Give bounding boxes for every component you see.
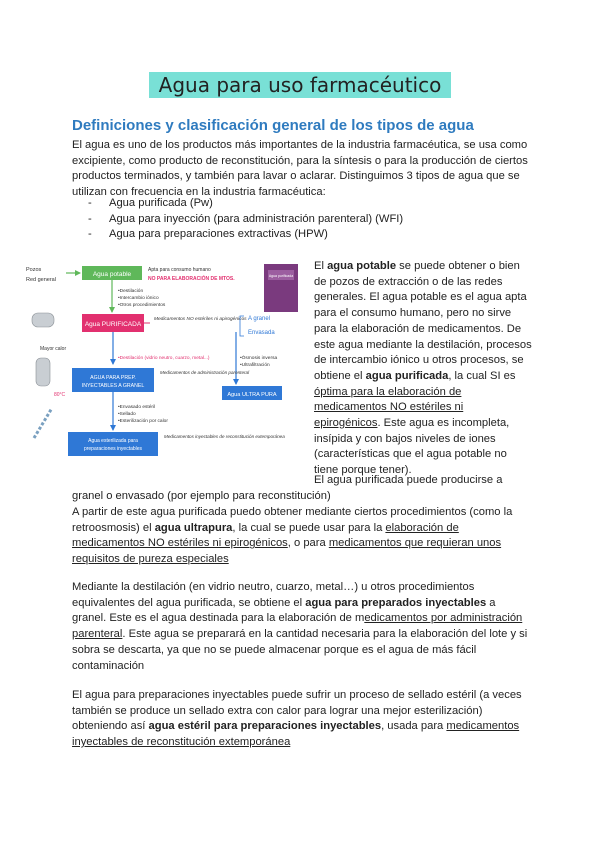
esterilizacion-2: •Sellado: [118, 412, 136, 417]
proceso-2: •Intercambio iónico: [118, 296, 159, 301]
proceso-1: •Destilación: [118, 289, 144, 294]
purificada-line-1: El agua purificada puede producirse a: [314, 474, 503, 486]
med-recon-label: Medicamentos inyectables de reconstitución extemporánea: [164, 434, 285, 439]
agua-esteril-box: [68, 432, 158, 456]
esterilizacion-3: •Esterilización por calor: [118, 419, 168, 424]
section-heading: Definiciones y clasificación general de los tipos de agua: [72, 117, 474, 134]
agua-ultrapura-label: Agua ULTRA PURA: [227, 392, 277, 398]
ultrafiltracion-label: •Ultrafiltración: [240, 363, 270, 368]
proceso-3: •Otros procedimientos: [118, 303, 166, 308]
med-no-esteriles-label: Medicamentos NO estériles ni apirogénicos: [154, 317, 247, 322]
agua-inyectables-line-1: AGUA PARA PREP.: [90, 375, 136, 381]
purificada-line-2: granel o envasado (por ejemplo para reconstitución): [72, 490, 331, 502]
envasada-label: Envasada: [248, 330, 275, 336]
tank-icon: [32, 313, 54, 327]
inyectables-paragraph: Mediante la destilación (en vidrio neutro, cuarzo, metal…) u otros procedimientos equivalentes del agua purificada, se obtiene el agua para preparados inyectables a granel. Este es el agua destinada para la elaboración de medicamentos por administración parenteral. Este agua se preparará en la cantidad necesaria para la elaboración del lote y si sobra se descarta, ya que no se puede almacenar porque es el agua de más fácil contaminación: [72, 581, 528, 672]
list-item: - Agua purificada (Pw): [88, 196, 403, 212]
temp-label: 80°C: [54, 392, 66, 398]
ampoule-icon: [34, 408, 52, 438]
water-classification-diagram: [26, 258, 306, 458]
agua-potable-label: Agua potable: [92, 271, 132, 278]
water-types-list: [88, 196, 403, 243]
agua-inyectables-line-2: INYECTABLES A GRANEL: [81, 383, 145, 389]
pozos-label: Pozos: [26, 267, 42, 273]
agua-potable-paragraph: El agua potable se puede obtener o bien de pozos de extracción o de las redes generales. El agua potable es el agua apta para el consumo humano, pero no sirve para la elaboración de medicamentos. De este agua mediante la destilación, procesos de intercambio iónico u otros procesos, se obtiene el agua purificada, la cual SI es óptima para la elaboración de medicamentos NO estériles ni epirogénicos. Este agua es incompleta, insípida y con bajos niveles de iones (características que el agua potable no tiene porque tener).: [314, 260, 532, 477]
agua-esteril-line-2: preparaciones inyectables: [83, 446, 143, 452]
agua-potable-term: agua potable: [327, 260, 397, 272]
list-item: - Agua para preparaciones extractivas (HPW): [88, 227, 403, 243]
list-item: - Agua para inyección (para administración parenteral) (WFI): [88, 212, 403, 228]
agua-esteril-term: agua estéril para preparaciones inyectables: [148, 720, 382, 733]
agua-ultrapura-term: agua ultrapura: [154, 521, 233, 534]
agua-inyectables-term: agua para preparados inyectables: [305, 596, 487, 609]
apta-label: Apta para consumo humano: [148, 267, 211, 273]
intro-paragraph: El agua es uno de los productos más importantes de la industria farmacéutica, se usa como excipiente, como producto de reconstitución, para la síntesis o para la producción de ciertos productos terminados, y también para lavar o aclarar. Distinguimos 3 tipos de agua que se utilizan con frecuencia en la industria farmacéutica:: [72, 139, 528, 199]
book-text: Agua purificada: [268, 274, 294, 278]
no-para-label: NO PARA ELABORACIÓN DE MTOS.: [148, 276, 235, 282]
destilacion-label: •Destilación (vidrio neutro, cuarzo, metal...): [118, 356, 210, 361]
esteril-paragraph: El agua para preparaciones inyectables puede sufrir un proceso de sellado estéril (a veces también se produce un sellado extra con calor para lograr una mejor esterilización) obteniendo así agua estéril para preparaciones inyectables, usada para medicamentos inyectables de reconstitución extemporánea: [72, 689, 522, 749]
red-general-label: Red general: [26, 277, 56, 283]
agua-purificada-term: agua purificada: [365, 369, 449, 382]
optima-underline: óptima para la elaboración de medicamentos NO estériles ni epirogénicos: [314, 385, 464, 430]
osmosis-label: •Ósmosis inversa: [240, 356, 278, 361]
distiller-icon: [36, 358, 50, 386]
med-admin-label: Medicamentos de administración parenteral: [160, 370, 250, 375]
page-title: Agua para uso farmacéutico: [149, 72, 451, 98]
ultrapura-paragraph: A partir de este agua purificada puedo obtener mediante ciertos procedimientos (como la retroosmosis) el agua ultrapura, la cual se puede usar para la elaboración de medicamentos NO estériles ni epirogénicos, o para medicamentos que requieran unos requisitos de pureza especiales: [72, 506, 513, 566]
agua-purificada-label: Agua PURIFICADA: [84, 321, 142, 328]
agua-esteril-line-1: Agua esterilizada para: [88, 438, 138, 444]
mayor-calor-label: Mayor calor: [40, 346, 67, 352]
esterilizacion-1: •Envasado estéril: [118, 405, 156, 410]
a-granel-label: A granel: [248, 316, 271, 322]
